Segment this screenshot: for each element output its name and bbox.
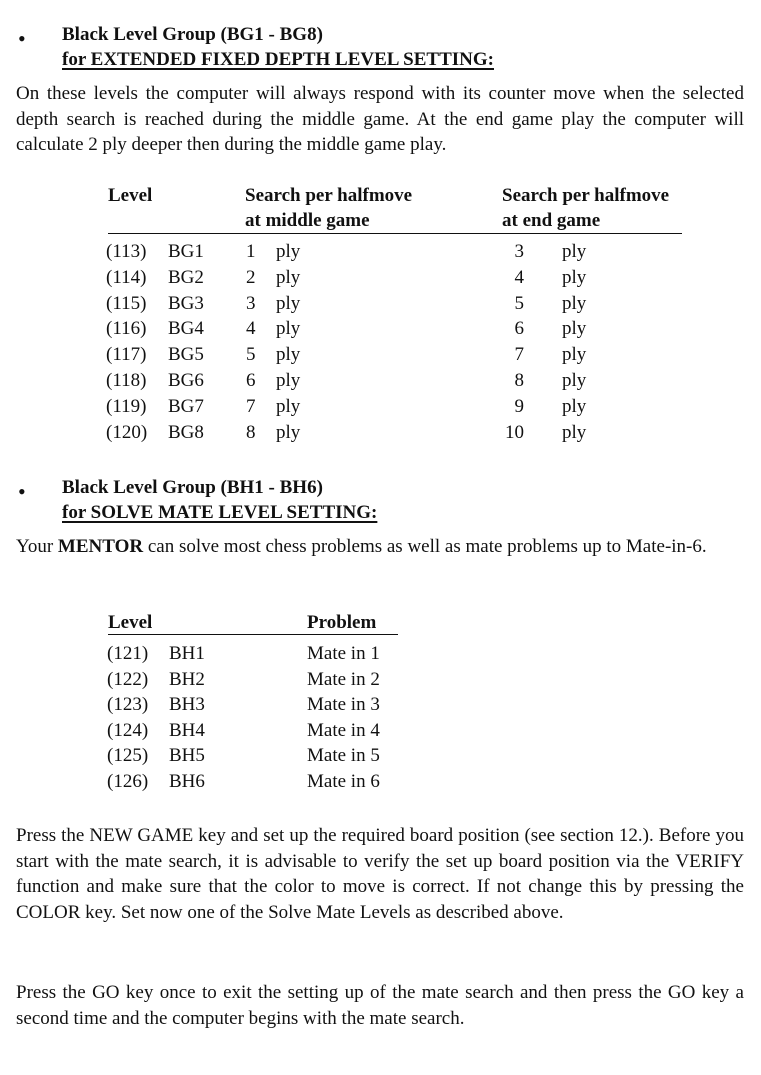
- level-code: (121): [107, 643, 149, 664]
- level-name: BG6: [168, 370, 204, 391]
- middle-unit: ply: [276, 292, 301, 314]
- go-paragraph-text: Press the GO key once to exit the setting up of the mate search and then press the GO key a second time and the computer begins with the mate search.: [16, 982, 744, 1029]
- middle-unit: ply: [276, 421, 301, 443]
- end-unit: ply: [562, 421, 587, 443]
- end-depth: 8: [514, 370, 524, 391]
- middle-depth: 6: [246, 370, 256, 391]
- level-name: BH3: [169, 694, 205, 716]
- level-name: BG5: [168, 344, 204, 366]
- end-depth: 10: [505, 421, 524, 443]
- middle-depth: 5: [246, 344, 256, 366]
- level-code: (113): [106, 241, 147, 262]
- middle-unit: ply: [276, 318, 301, 340]
- problem: Mate in 3: [307, 694, 380, 716]
- level-code: (119): [106, 395, 147, 417]
- middle-unit: ply: [276, 344, 301, 366]
- column-header-level: Level: [108, 612, 153, 633]
- mentor-paragraph-text: [16, 534, 744, 560]
- problem: Mate in 5: [307, 745, 380, 767]
- end-depth: 7: [514, 344, 524, 366]
- level-name: BG8: [168, 421, 204, 443]
- level-code: (117): [106, 344, 147, 366]
- mentor-name: MENTOR: [57, 536, 144, 557]
- problem: Mate in 6: [307, 771, 380, 792]
- end-depth: 6: [514, 318, 524, 340]
- level-code: (122): [107, 668, 149, 690]
- go-paragraph: [16, 980, 744, 1031]
- column-header-problem: Problem: [307, 612, 377, 633]
- problem: Mate in 1: [307, 643, 380, 664]
- intro-paragraph-text: On these levels the computer will always respond with its counter move when the selected depth search is reached during the middle game. At the end game play the computer will calculate 2 ply deeper then during the middle game play.: [16, 83, 744, 155]
- end-unit: ply: [562, 292, 587, 314]
- bullet: •: [18, 26, 26, 51]
- column-header-middle: Search per halfmove: [245, 185, 413, 206]
- level-name: BG3: [168, 292, 204, 314]
- end-depth: 5: [514, 292, 524, 314]
- end-unit: ply: [562, 344, 587, 366]
- instructions-paragraph: [16, 823, 744, 925]
- section-subtitle: for EXTENDED FIXED DEPTH LEVEL SETTING:: [62, 49, 494, 70]
- end-depth: 3: [514, 241, 524, 262]
- section-title: Black Level Group (BH1 - BH6): [62, 477, 323, 498]
- middle-unit: ply: [276, 266, 301, 288]
- level-code: (120): [106, 421, 148, 443]
- mentor-paragraph-post: can solve most chess problems as well as mate problems up to Mate-in-6.: [143, 536, 707, 557]
- column-header-end-sub: at end game: [502, 210, 601, 231]
- level-name: BH6: [169, 771, 205, 792]
- end-depth: 9: [514, 395, 524, 417]
- middle-depth: 7: [246, 395, 256, 417]
- section-title: Black Level Group (BG1 - BG8): [62, 24, 323, 45]
- level-name: BG7: [168, 395, 204, 417]
- end-unit: ply: [562, 241, 587, 262]
- section-subtitle: for SOLVE MATE LEVEL SETTING:: [62, 502, 378, 523]
- intro-paragraph: [16, 81, 744, 158]
- problem: Mate in 2: [307, 668, 380, 690]
- level-name: BG2: [168, 266, 204, 288]
- level-name: BH5: [169, 745, 205, 767]
- level-code: (118): [106, 370, 147, 391]
- end-unit: ply: [562, 266, 587, 288]
- header-rule: [108, 233, 682, 234]
- instructions-paragraph-text: Press the NEW GAME key and set up the required board position (see section 12.). Before you start with the mate search, it is advisable to verify the set up board position via the VERIFY function and make sure that the color to move is correct. If not change this by pressing the COLOR key. Set now one of the Solve Mate Levels as described above.: [16, 825, 744, 923]
- column-header-end: Search per halfmove: [502, 185, 670, 206]
- level-code: (116): [106, 318, 147, 340]
- middle-depth: 3: [246, 292, 256, 314]
- middle-depth: 4: [246, 318, 256, 340]
- mentor-paragraph: [16, 534, 744, 560]
- level-name: BG4: [168, 318, 204, 340]
- middle-unit: ply: [276, 370, 301, 391]
- level-code: (115): [106, 292, 147, 314]
- level-name: BH1: [169, 643, 205, 664]
- end-unit: ply: [562, 395, 587, 417]
- level-code: (123): [107, 694, 149, 716]
- middle-depth: 1: [246, 241, 256, 262]
- problem: Mate in 4: [307, 719, 380, 741]
- column-header-level: Level: [108, 185, 153, 206]
- middle-unit: ply: [276, 241, 301, 262]
- level-code: (114): [106, 266, 147, 288]
- level-name: BH2: [169, 668, 205, 690]
- bullet: •: [18, 479, 26, 504]
- end-unit: ply: [562, 318, 587, 340]
- middle-depth: 2: [246, 266, 256, 288]
- middle-unit: ply: [276, 395, 301, 417]
- level-code: (124): [107, 719, 149, 741]
- mentor-paragraph-pre: Your: [16, 536, 58, 557]
- end-depth: 4: [514, 266, 524, 288]
- level-name: BG1: [168, 241, 204, 262]
- header-rule: [108, 634, 398, 635]
- level-code: (125): [107, 745, 149, 767]
- level-code: (126): [107, 771, 149, 792]
- middle-depth: 8: [246, 421, 256, 443]
- end-unit: ply: [562, 370, 587, 391]
- level-name: BH4: [169, 719, 205, 741]
- column-header-middle-sub: at middle game: [245, 210, 370, 231]
